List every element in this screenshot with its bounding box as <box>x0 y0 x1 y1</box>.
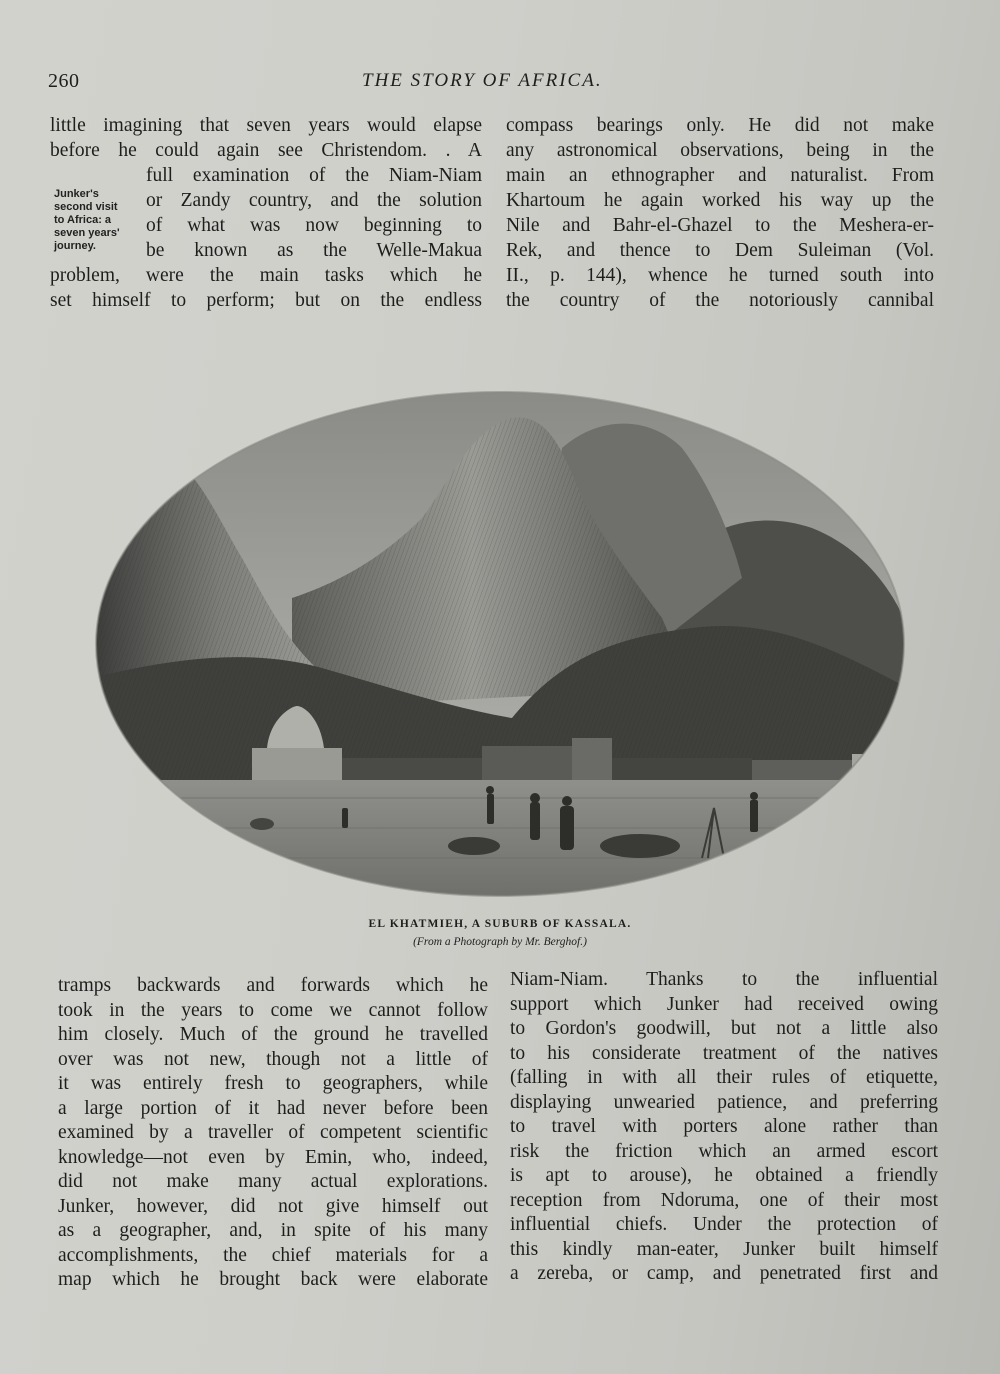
text-line: main an ethnographer and naturalist. From <box>506 165 934 186</box>
text-line: tramps backwards and forwards which he <box>58 975 488 996</box>
text-line: II., p. 144), whence he turned south into <box>506 265 934 286</box>
top-right-column <box>506 113 934 313</box>
text-line: Rek, and thence to Dem Suleiman (Vol. <box>506 240 934 261</box>
text-line: to his considerate treatment of the natives <box>510 1042 938 1064</box>
text-line: little imagining that seven years would elapse <box>50 115 482 136</box>
text-line: a zereba, or camp, and penetrated first and <box>510 1263 938 1284</box>
text-line: map which he brought back were elaborate <box>58 1269 488 1290</box>
text-line: to travel with porters alone rather than <box>510 1116 938 1137</box>
text-line: over was not new, though not a little of <box>58 1048 488 1070</box>
marginal-note-line: journey. <box>54 240 96 252</box>
engraving-illustration <box>92 388 908 900</box>
text-line: Nile and Bahr-el-Ghazel to the Meshera-er- <box>506 215 934 236</box>
text-line: is apt to arouse), he obtained a friendly <box>510 1165 938 1186</box>
marginal-note-line: seven years' <box>54 227 120 239</box>
text-line: of what was now beginning to <box>146 215 482 236</box>
text-line: reception from Ndoruma, one of their most <box>510 1189 938 1211</box>
marginal-note <box>54 188 154 253</box>
text-line: to Gordon's goodwill, but not a little also <box>510 1018 938 1039</box>
text-line: did not make many actual explorations. <box>58 1171 488 1192</box>
page-number: 260 <box>48 70 80 92</box>
text-line: it was entirely fresh to geographers, while <box>58 1073 488 1094</box>
text-line: Khartoum he again worked his way up the <box>506 190 934 211</box>
text-line: risk the friction which an armed escort <box>510 1140 938 1162</box>
bottom-left-column <box>58 974 488 1293</box>
text-line: influential chiefs. Under the protection of <box>510 1214 938 1235</box>
text-line: Niam-Niam. Thanks to the influential <box>510 969 938 990</box>
text-line: any astronomical observations, being in the <box>506 140 934 161</box>
mountain-landscape-engraving <box>92 388 908 900</box>
text-line: as a geographer, and, in spite of his many <box>58 1220 488 1241</box>
text-line: him closely. Much of the ground he travelled <box>58 1024 488 1045</box>
text-line: (falling in with all their rules of etiquette, <box>510 1067 938 1088</box>
marginal-note-line: Junker's <box>54 188 99 200</box>
text-line: compass bearings only. He did not make <box>506 115 934 136</box>
marginal-note-line: second visit <box>54 201 118 213</box>
text-line: accomplishments, the chief materials for a <box>58 1244 488 1266</box>
text-line: full examination of the Niam-Niam <box>146 165 482 186</box>
text-line: a large portion of it had never before been <box>58 1097 488 1119</box>
text-line: took in the years to come we cannot follow <box>58 999 488 1021</box>
text-line: support which Junker had received owing <box>510 993 938 1015</box>
running-title: THE STORY OF AFRICA. <box>362 70 603 91</box>
text-line: displaying unwearied patience, and preferring <box>510 1091 938 1113</box>
marginal-note-line: to Africa: a <box>54 214 112 226</box>
text-line: be known as the Welle-Makua <box>146 240 482 261</box>
text-line: examined by a traveller of competent scientific <box>58 1122 488 1143</box>
text-line: before he could again see Christendom. . A <box>50 140 482 161</box>
bottom-right-column <box>510 968 938 1287</box>
text-line: or Zandy country, and the solution <box>146 190 482 211</box>
text-line: this kindly man-eater, Junker built himself <box>510 1238 938 1260</box>
text-line: Junker, however, did not give himself out <box>58 1195 488 1217</box>
figure-credit: (From a Photograph by Mr. Berghof.) <box>413 936 587 948</box>
text-line: knowledge—not even by Emin, who, indeed, <box>58 1146 488 1168</box>
text-line: the country of the notoriously cannibal <box>506 290 934 311</box>
figure-caption: EL KHATMIEH, A SUBURB OF KASSALA. <box>368 918 632 930</box>
text-line: problem, were the main tasks which he <box>50 265 482 286</box>
text-line: set himself to perform; but on the endless <box>50 290 482 311</box>
